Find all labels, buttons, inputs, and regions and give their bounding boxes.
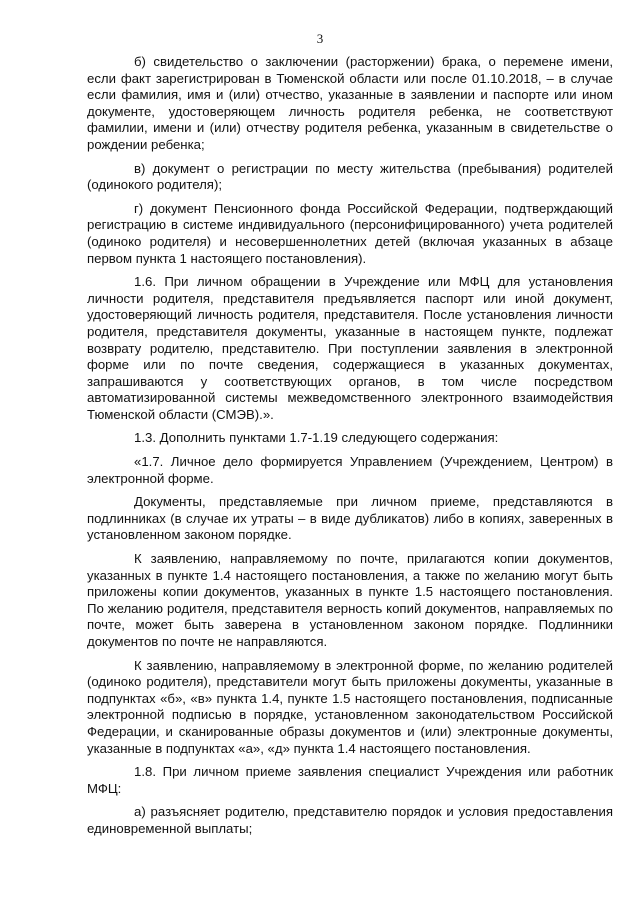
paragraph-1-8-reception: 1.8. При личном приеме заявления специалист Учреждения или работник МФЦ: — [87, 764, 613, 796]
paragraph-a-explains-procedure: а) разъясняет родителю, представителю порядок и условия предоставления единовременной выплаты; — [87, 804, 613, 836]
paragraph-b-marriage-certificate: б) свидетельство о заключении (расторжении) брака, о перемене имени, если факт зарегистрирован в Тюменской области или после 01.10.2018, – в случае если фамилия, имя и (или) отчество, указанные в заявлении и паспорте или ином документе, удостоверяющем личность родителя ребенка, не соответствуют фамилии, имени и (или) отчеству родителя ребенка, указанным в свидетельстве о рождении ребенка; — [87, 54, 613, 152]
paragraph-postal-application: К заявлению, направляемому по почте, прилагаются копии документов, указанных в пункте 1.4 настоящего постановления, а также по желанию могут быть приложены копии документов, указанных в пункте 1.5 настоящего постановления. По желанию родителя, представителя верность копий документов, направляемых по почте, может быть заверена в установленном законом порядке. Подлинники документов по почте не направляются. — [87, 551, 613, 649]
paragraph-electronic-application: К заявлению, направляемому в электронной форме, по желанию родителей (одиноко родителя), представители могут быть приложены документы, указанные в подпунктах «б», «в» пункта 1.4, пункте 1.5 настоящего постановления, подписанные электронной подписью в порядке, установленном законодательством Российской Федерации, и сканированные образы документов и (или) электронные документы, указанные в подпунктах «а», «д» пункта 1.4 настоящего постановления. — [87, 657, 613, 756]
paragraph-documents-originals: Документы, представляемые при личном приеме, представляются в подлинниках (в случае их утраты – в виде дубликатов) либо в копиях, заверенных в установленном законом порядке. — [87, 494, 613, 543]
paragraph-1-7-personal-file: «1.7. Личное дело формируется Управлением (Учреждением, Центром) в электронной форме. — [87, 454, 613, 486]
paragraph-1-6-personal-appeal: 1.6. При личном обращении в Учреждение или МФЦ для установления личности родителя, представителя предъявляется паспорт или иной документ, удостоверяющий личность родителя, представителя. После установления личности родителя, представителя документы, указанные в настоящем пункте, подлежат возврату родителю, представителю. При поступлении заявления в электронной форме или по почте сведения, содержащиеся в указанных документах, запрашиваются у соответствующих органов, в том числе посредством автоматизированной системы межведомственного электронного взаимодействия Тюменской области (СМЭВ).». — [87, 274, 613, 422]
document-body — [87, 54, 613, 838]
paragraph-g-pension-fund-document: г) документ Пенсионного фонда Российской Федерации, подтверждающий регистрацию в системе индивидуального (персонифицированного) учета родителей (одиноко родителя) и несовершеннолетних детей (включая указанных в абзаце первом пункта 1 настоящего постановления). — [87, 200, 613, 266]
page-number: 3 — [316, 31, 324, 46]
paragraph-v-residence-document: в) документ о регистрации по месту жительства (пребывания) родителей (одинокого родителя); — [87, 160, 613, 193]
paragraph-1-3-supplement: 1.3. Дополнить пунктами 1.7-1.19 следующего содержания: — [134, 430, 499, 446]
